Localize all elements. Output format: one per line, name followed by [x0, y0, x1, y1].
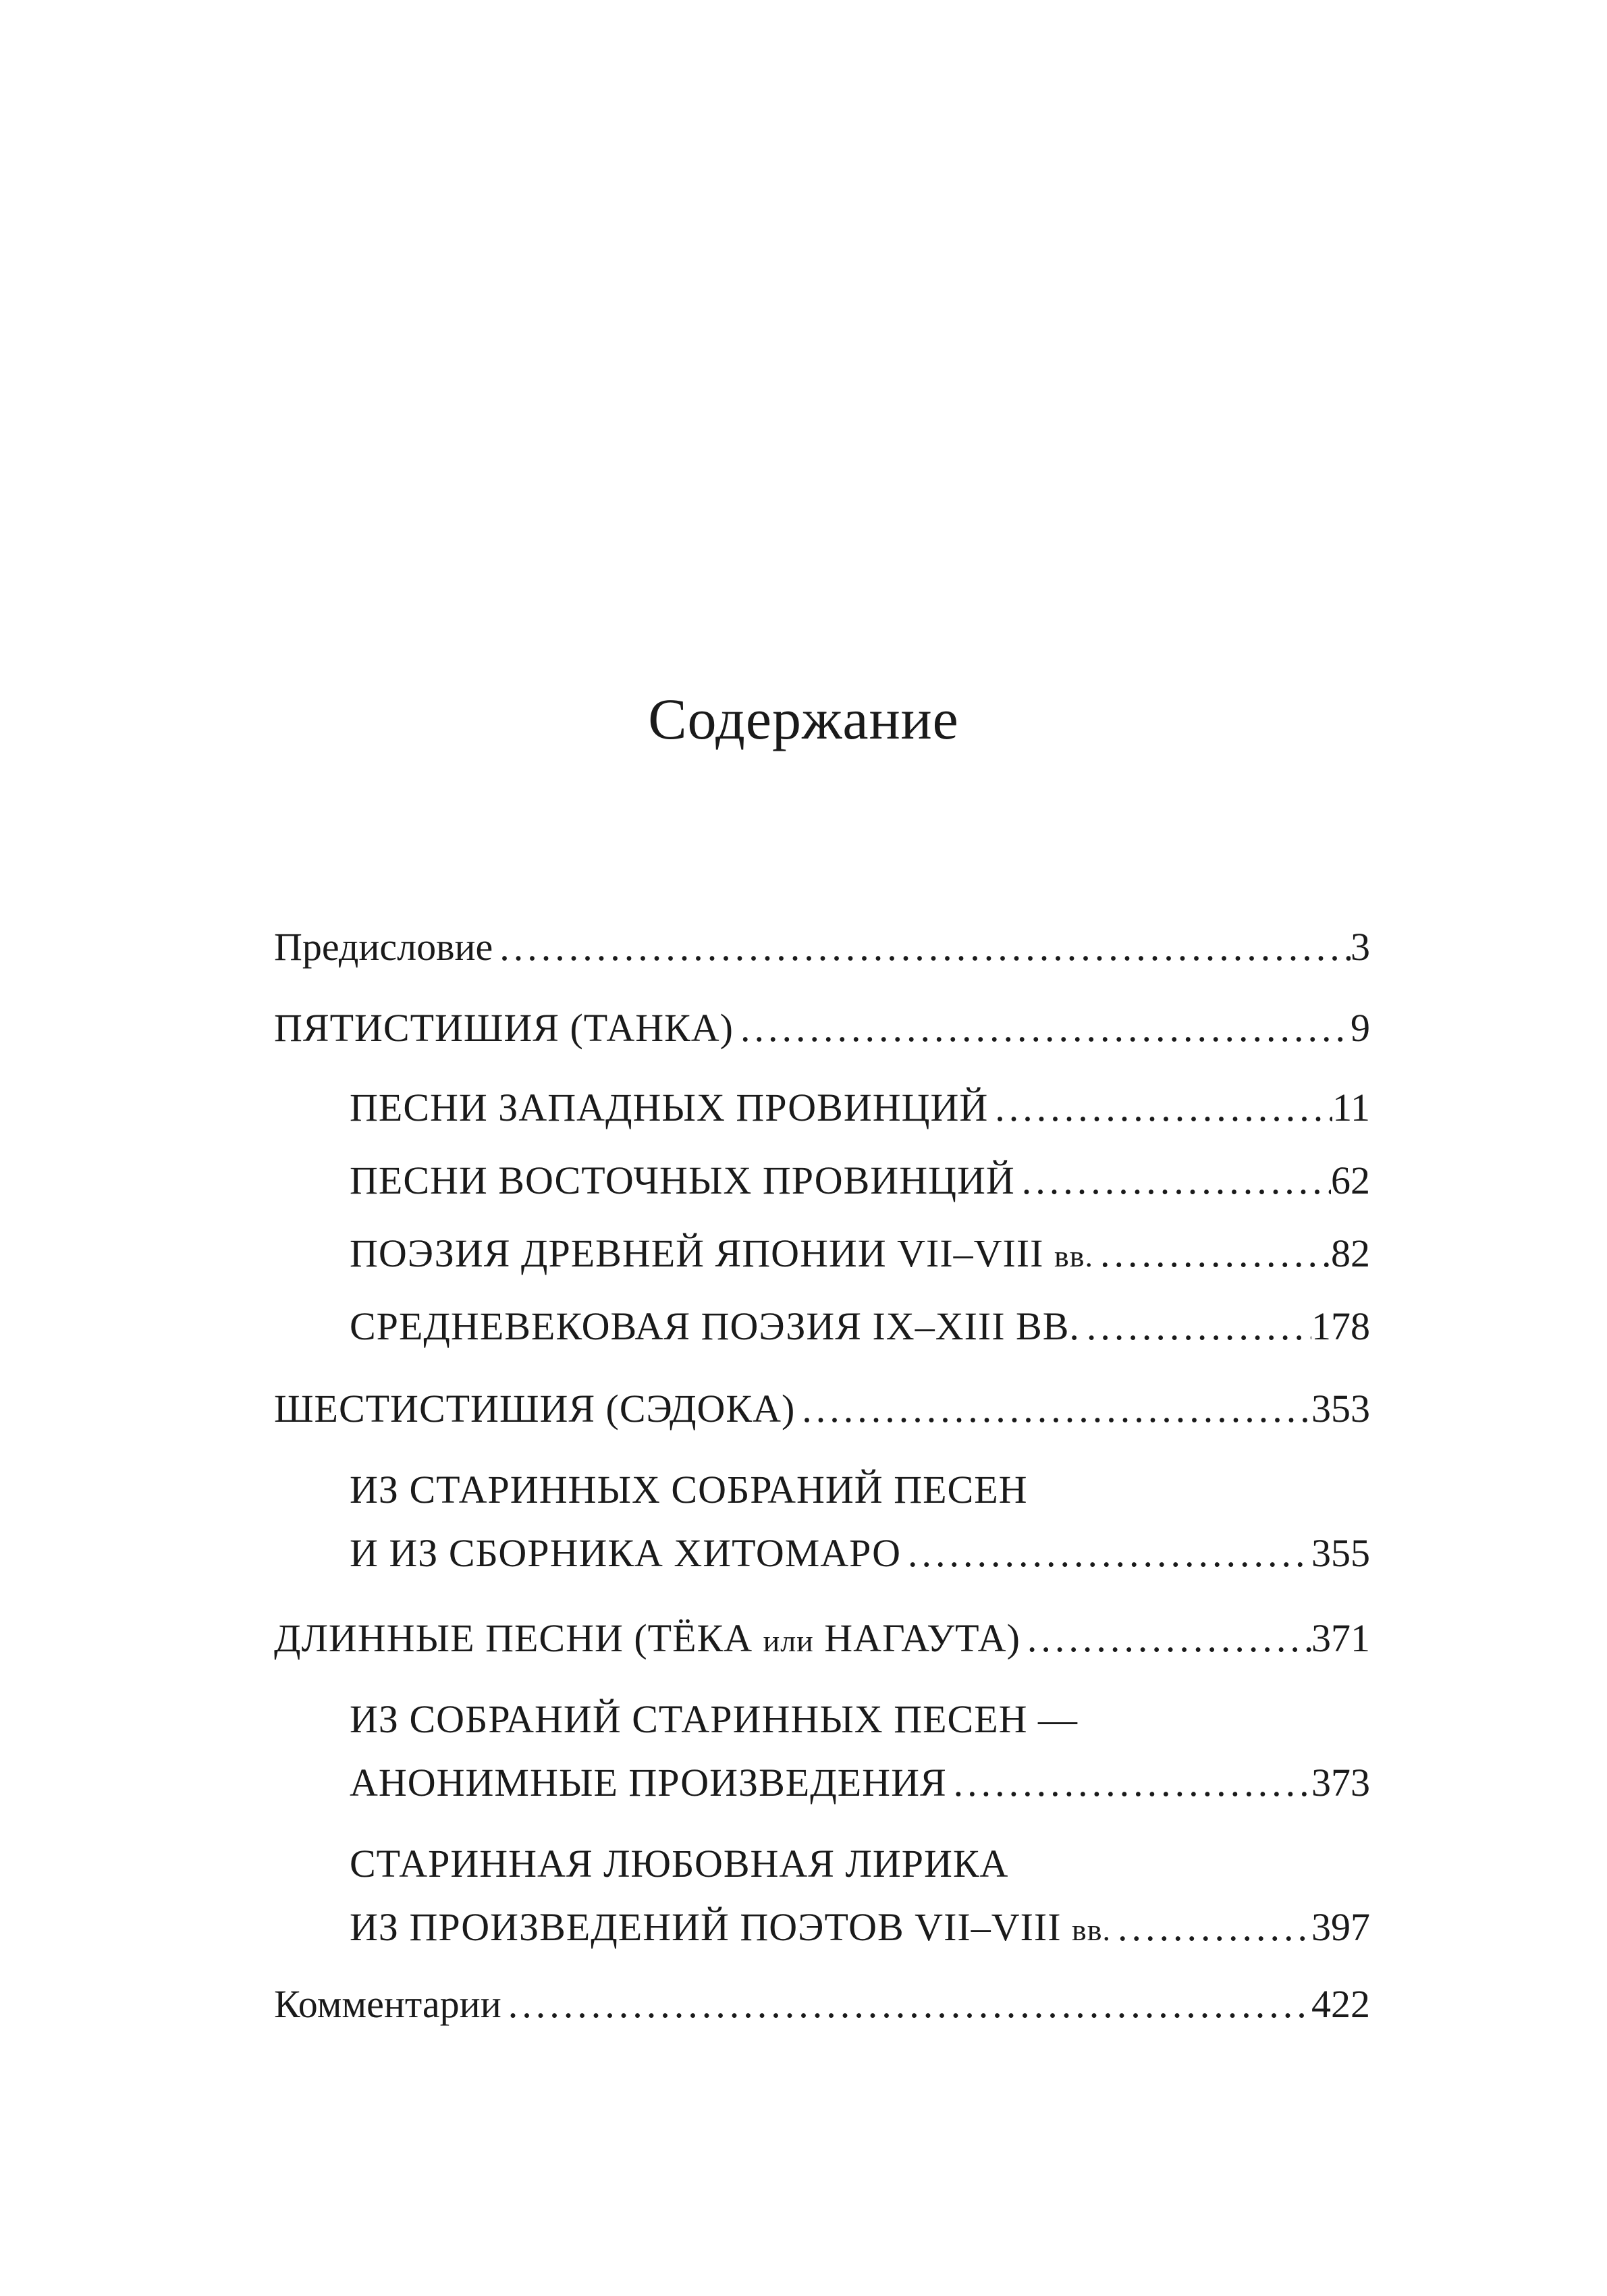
toc-entry-title: И ИЗ СБОРНИКА ХИТОМАРО: [350, 1531, 902, 1575]
dot-leader: [493, 915, 1351, 979]
dot-leader: [1020, 1607, 1311, 1670]
toc-entry-love-lyrics[interactable]: [350, 1832, 1370, 1959]
toc-page-number: 11: [1332, 1086, 1370, 1129]
toc-entry-title-line1: ИЗ СТАРИННЫХ СОБРАНИЙ ПЕСЕН: [350, 1468, 1028, 1512]
toc-page-number: 353: [1311, 1387, 1370, 1431]
toc-entry-title: АНОНИМНЫЕ ПРОИЗВЕДЕНИЯ: [350, 1761, 947, 1805]
dot-leader: [1015, 1149, 1331, 1212]
dot-leader: [947, 1751, 1311, 1815]
toc-page-number: 373: [1311, 1761, 1370, 1805]
toc-entry-eastern-provinces[interactable]: [350, 1149, 1370, 1212]
toc-page-number: 178: [1311, 1304, 1370, 1348]
toc-page-number: 355: [1311, 1531, 1370, 1575]
toc-page-number: 9: [1351, 1006, 1370, 1050]
toc-entry-choka[interactable]: [274, 1607, 1370, 1670]
toc-entry-title-line1: СТАРИННАЯ ЛЮБОВНАЯ ЛИРИКА: [350, 1842, 1009, 1886]
toc-entry-comments[interactable]: [274, 1973, 1370, 2036]
dot-leader: [1111, 1896, 1311, 1959]
toc-entry-sedoka[interactable]: [274, 1377, 1370, 1441]
dot-leader: [795, 1377, 1311, 1441]
toc-entry-western-provinces[interactable]: [350, 1076, 1370, 1140]
toc-entry-title: Предисловие: [274, 925, 493, 969]
toc-page-number: 371: [1311, 1616, 1370, 1660]
toc-entry-title: ИЗ ПРОИЗВЕДЕНИЙ ПОЭТОВ VII–VIII вв.: [350, 1905, 1111, 1949]
toc-entry-title-line1: ИЗ СОБРАНИЙ СТАРИННЫХ ПЕСЕН —: [350, 1697, 1079, 1741]
toc-entry-suffix: вв.: [1054, 1239, 1093, 1273]
toc-entry-title: ПЕСНИ ВОСТОЧНЫХ ПРОВИНЦИЙ: [350, 1158, 1015, 1202]
toc-page-number: 62: [1331, 1158, 1370, 1202]
toc-entry-ancient-japan[interactable]: [350, 1222, 1370, 1285]
dot-leader: [1080, 1295, 1311, 1358]
toc-entry-title: ДЛИННЫЕ ПЕСНИ (ТЁКА или НАГАУТА): [274, 1616, 1020, 1660]
dot-leader: [501, 1973, 1311, 2036]
toc-entry-preface[interactable]: [274, 915, 1370, 979]
toc-entry-tanka[interactable]: [274, 996, 1370, 1060]
dot-leader: [734, 996, 1351, 1060]
toc-entry-title: ШЕСТИСТИШИЯ (СЭДОКА): [274, 1387, 796, 1431]
page-title: Содержание: [648, 687, 959, 751]
toc-entry-anonymous-works[interactable]: [350, 1688, 1370, 1815]
dot-leader: [988, 1076, 1332, 1140]
toc-entry-old-collections[interactable]: [350, 1458, 1370, 1585]
toc-page-number: 422: [1311, 1982, 1370, 2026]
toc-entry-title: Комментарии: [274, 1982, 501, 2026]
toc-entry-title: ПОЭЗИЯ ДРЕВНЕЙ ЯПОНИИ VII–VIII вв.: [350, 1231, 1093, 1275]
toc-entry-medieval-poetry[interactable]: [350, 1295, 1370, 1358]
toc-entry-title: СРЕДНЕВЕКОВАЯ ПОЭЗИЯ IX–XIII ВВ.: [350, 1304, 1080, 1348]
toc-entry-title: ПЕСНИ ЗАПАДНЫХ ПРОВИНЦИЙ: [350, 1086, 989, 1129]
toc-page-number: 3: [1351, 925, 1370, 969]
toc-entry-title: ПЯТИСТИШИЯ (ТАНКА): [274, 1006, 734, 1050]
toc-page-number: 397: [1311, 1905, 1370, 1949]
toc-entry-suffix: вв.: [1072, 1913, 1111, 1947]
dot-leader: [1093, 1222, 1331, 1285]
toc-page-number: 82: [1331, 1231, 1370, 1275]
table-of-contents: [274, 0, 1370, 2296]
dot-leader: [901, 1522, 1311, 1585]
